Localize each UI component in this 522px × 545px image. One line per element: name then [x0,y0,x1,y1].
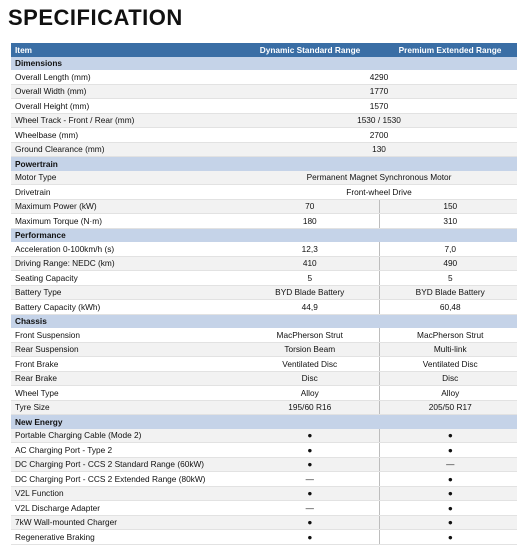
spec-value-standard: ● [237,530,379,545]
spec-label: Battery Capacity (kWh) [11,300,237,315]
spec-label: Tyre Size [11,400,237,415]
spec-value-extended: ● [379,501,517,516]
table-row [11,300,517,315]
table-row [11,342,517,357]
section-row [11,57,517,71]
spec-value-standard: ● [237,429,379,443]
spec-label: Wheel Track - Front / Rear (mm) [11,113,237,128]
spec-value-standard: Disc [237,371,379,386]
spec-label: Driving Range: NEDC (km) [11,256,237,271]
header-premium-extended-range: Premium Extended Range [379,43,517,57]
spec-value-shared: 2700 [237,128,517,143]
spec-table [11,43,517,545]
spec-value-extended: 205/50 R17 [379,400,517,415]
table-row [11,70,517,84]
spec-value-extended: BYD Blade Battery [379,285,517,300]
spec-value-standard: 70 [237,199,379,214]
table-row [11,357,517,372]
table-row [11,472,517,487]
section-row [11,228,517,242]
spec-value-standard: 12,3 [237,242,379,256]
table-row [11,113,517,128]
spec-label: Acceleration 0-100km/h (s) [11,242,237,256]
table-row [11,443,517,458]
table-row [11,486,517,501]
table-row [11,530,517,545]
spec-label: Maximum Power (kW) [11,199,237,214]
spec-value-standard: Ventilated Disc [237,357,379,372]
spec-value-extended: ● [379,472,517,487]
spec-label: Wheelbase (mm) [11,128,237,143]
spec-value-standard: MacPherson Strut [237,328,379,342]
spec-label: Motor Type [11,171,237,185]
section-title: Performance [11,228,517,242]
spec-label: DC Charging Port - CCS 2 Standard Range (60kW) [11,457,237,472]
spec-label: DC Charging Port - CCS 2 Extended Range (80kW) [11,472,237,487]
table-row [11,429,517,443]
section-row [11,314,517,328]
table-row [11,285,517,300]
spec-value-standard: ● [237,443,379,458]
spec-label: V2L Function [11,486,237,501]
spec-value-standard: ● [237,515,379,530]
spec-label: Front Suspension [11,328,237,342]
page-title: SPECIFICATION [8,5,183,30]
spec-value-extended: Ventilated Disc [379,357,517,372]
spec-value-extended: ● [379,429,517,443]
spec-label: Overall Length (mm) [11,70,237,84]
table-row [11,128,517,143]
spec-value-shared: 1570 [237,99,517,114]
spec-value-extended: — [379,457,517,472]
spec-value-standard: 5 [237,271,379,286]
spec-label: Overall Height (mm) [11,99,237,114]
spec-table-body [11,57,517,545]
spec-value-extended: 150 [379,199,517,214]
table-row [11,242,517,256]
section-title: Chassis [11,314,517,328]
spec-value-standard: BYD Blade Battery [237,285,379,300]
spec-value-extended: ● [379,530,517,545]
table-row [11,199,517,214]
spec-value-extended: 490 [379,256,517,271]
spec-label: Rear Suspension [11,342,237,357]
table-row [11,515,517,530]
spec-value-extended: Disc [379,371,517,386]
spec-label: Regenerative Braking [11,530,237,545]
spec-value-extended: Multi-link [379,342,517,357]
spec-value-extended: 310 [379,214,517,229]
spec-value-extended: 60,48 [379,300,517,315]
section-title: Dimensions [11,57,517,71]
spec-value-extended: ● [379,515,517,530]
table-row [11,271,517,286]
spec-value-standard: ● [237,457,379,472]
spec-label: Ground Clearance (mm) [11,142,237,157]
spec-value-standard: — [237,472,379,487]
spec-value-shared: 1770 [237,84,517,99]
table-row [11,457,517,472]
spec-value-shared: 130 [237,142,517,157]
section-row [11,415,517,429]
spec-label: Drivetrain [11,185,237,200]
table-row [11,386,517,401]
spec-label: Battery Type [11,285,237,300]
spec-value-shared: 1530 / 1530 [237,113,517,128]
spec-label: Portable Charging Cable (Mode 2) [11,429,237,443]
table-row [11,171,517,185]
spec-label: Rear Brake [11,371,237,386]
section-row [11,157,517,171]
table-row [11,400,517,415]
spec-label: AC Charging Port - Type 2 [11,443,237,458]
spec-value-shared: 4290 [237,70,517,84]
spec-value-extended: 7,0 [379,242,517,256]
table-row [11,99,517,114]
table-row [11,185,517,200]
spec-value-extended: ● [379,486,517,501]
spec-value-extended: ● [379,443,517,458]
spec-label: Maximum Torque (N·m) [11,214,237,229]
spec-label: Seating Capacity [11,271,237,286]
table-row [11,371,517,386]
spec-value-standard: Torsion Beam [237,342,379,357]
table-row [11,256,517,271]
spec-value-shared: Front-wheel Drive [237,185,517,200]
section-title: New Energy [11,415,517,429]
table-row [11,214,517,229]
spec-value-standard: 180 [237,214,379,229]
table-header-row [11,43,517,57]
spec-value-standard: 410 [237,256,379,271]
table-row [11,328,517,342]
spec-value-standard: Alloy [237,386,379,401]
table-row [11,142,517,157]
spec-value-standard: 195/60 R16 [237,400,379,415]
spec-value-extended: MacPherson Strut [379,328,517,342]
header-item: Item [11,43,237,57]
spec-value-extended: Alloy [379,386,517,401]
spec-label: 7kW Wall-mounted Charger [11,515,237,530]
spec-label: Wheel Type [11,386,237,401]
spec-value-standard: ● [237,486,379,501]
spec-value-shared: Permanent Magnet Synchronous Motor [237,171,517,185]
spec-value-standard: — [237,501,379,516]
header-dynamic-standard-range: Dynamic Standard Range [237,43,379,57]
spec-value-extended: 5 [379,271,517,286]
table-row [11,501,517,516]
table-row [11,84,517,99]
spec-value-standard: 44,9 [237,300,379,315]
spec-label: Front Brake [11,357,237,372]
section-title: Powertrain [11,157,517,171]
spec-label: Overall Width (mm) [11,84,237,99]
spec-label: V2L Discharge Adapter [11,501,237,516]
